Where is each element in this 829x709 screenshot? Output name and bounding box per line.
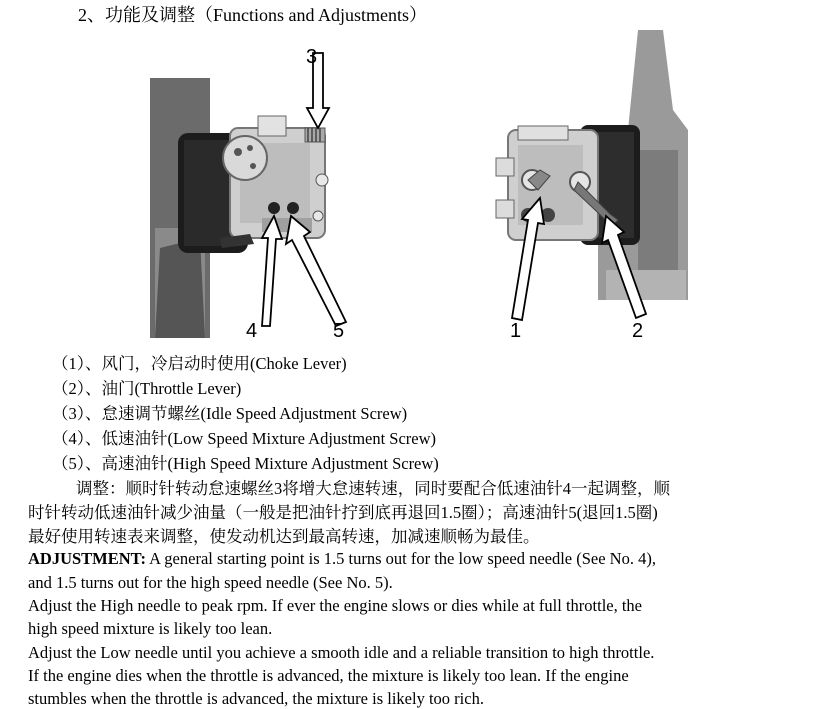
paragraph-line: If the engine dies when the throttle is advanced, the mixture is likely too lean. If the engine	[28, 666, 629, 685]
adjustment-first-line: A general starting point is 1.5 turns out for the low speed needle (See No. 4),	[145, 549, 656, 568]
paragraph-line	[28, 549, 656, 569]
paragraph-line: 最好使用转速表来调整，使发动机达到最高转速，加减速顺畅为最佳。	[28, 527, 540, 546]
section-heading: 2、功能及调整（Functions and Adjustments）	[78, 5, 428, 25]
carburetor-photo-left	[150, 48, 370, 348]
paragraph-line: high speed mixture is likely too lean.	[28, 619, 273, 638]
carburetor-photo-right	[488, 30, 688, 350]
list-item: （3）、怠速调节螺丝(Idle Speed Adjustment Screw)	[52, 404, 408, 423]
list-item: （1）、风门，冷启动时使用(Choke Lever)	[52, 354, 347, 373]
paragraph-line: Adjust the Low needle until you achieve a smooth idle and a reliable transition to high throttle.	[28, 643, 655, 662]
paragraph-line: and 1.5 turns out for the high speed needle (See No. 5).	[28, 573, 393, 592]
paragraph-line: 时针转动低速油针减少油量（一般是把油针拧到底再退回1.5圈）；高速油针5(退回1.5圈)	[28, 503, 658, 522]
list-item: （5）、高速油针(High Speed Mixture Adjustment Screw)	[52, 454, 439, 473]
callout-4: 4	[246, 320, 258, 342]
paragraph-line: stumbles when the throttle is advanced, the mixture is likely too rich.	[28, 689, 484, 708]
callout-1: 1	[510, 320, 522, 342]
callout-5: 5	[333, 320, 345, 342]
paragraph-line: Adjust the High needle to peak rpm. If ever the engine slows or dies while at full throttle, the	[28, 596, 643, 615]
callout-3: 3	[306, 46, 318, 68]
adjustment-label: ADJUSTMENT:	[28, 549, 146, 568]
list-item: （4）、低速油针(Low Speed Mixture Adjustment Screw)	[52, 429, 437, 448]
paragraph-line: 调整：顺时针转动怠速螺丝3将增大怠速转速，同时要配合低速油针4一起调整，顺	[76, 479, 670, 498]
callout-2: 2	[632, 320, 644, 342]
list-item: （2）、油门(Throttle Lever)	[52, 379, 242, 398]
